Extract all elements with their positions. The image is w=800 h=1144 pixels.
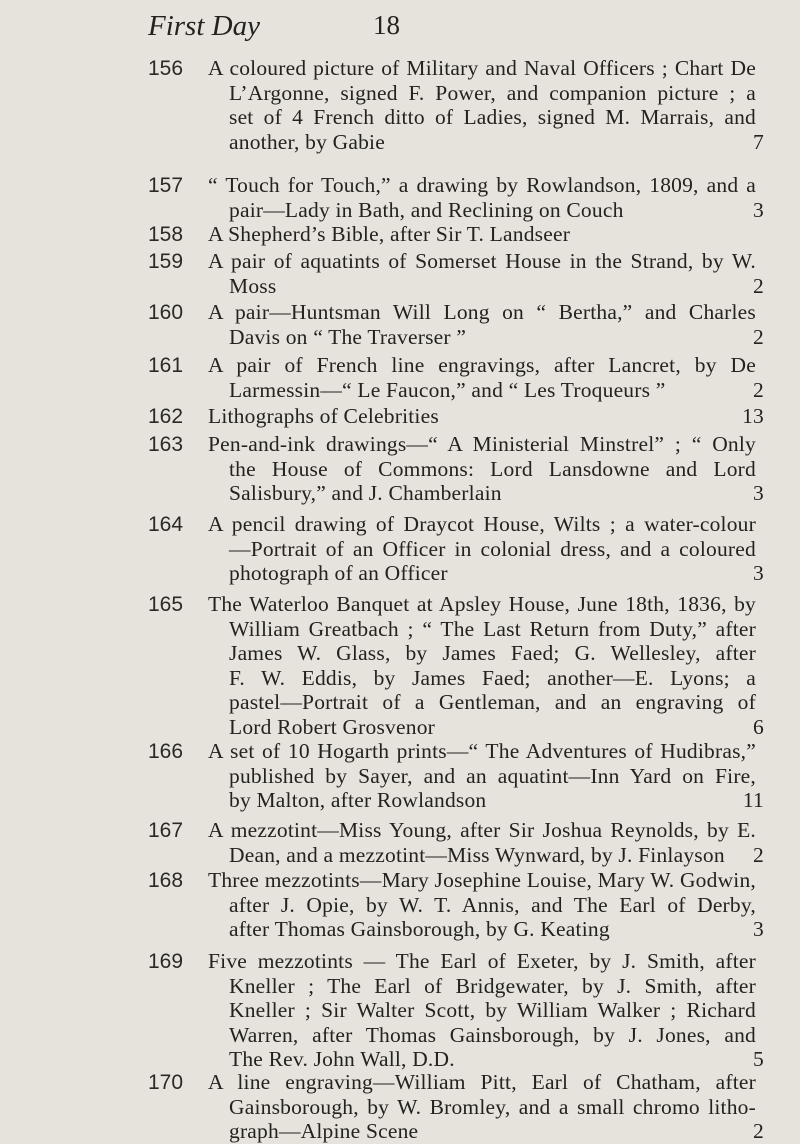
description-line bbox=[208, 512, 756, 537]
description-text: Kneller ; The Earl of Bridgewater, by J. Smith, after bbox=[229, 973, 756, 998]
description-line bbox=[208, 818, 756, 843]
description-text: Moss bbox=[229, 273, 277, 298]
description-line bbox=[208, 1119, 764, 1144]
lot-number: 168 bbox=[148, 869, 184, 892]
description-line bbox=[208, 974, 756, 999]
description-line bbox=[208, 1095, 756, 1120]
description-text: Kneller ; Sir Walter Scott, by William Walker ; Richard bbox=[229, 998, 756, 1022]
lot-number: 164 bbox=[148, 513, 184, 536]
lot-description bbox=[208, 1070, 764, 1144]
lot-quantity: 13 bbox=[742, 404, 764, 428]
description-line bbox=[208, 641, 756, 666]
description-text: A set of 10 Hogarth prints—“ The Adventures of Hudibras,” bbox=[208, 739, 756, 763]
lot-description bbox=[208, 222, 756, 247]
lot-number: 161 bbox=[148, 354, 184, 377]
description-text: The Waterloo Banquet at Apsley House, June 18th, 1836, by bbox=[208, 592, 756, 616]
lot-description bbox=[208, 512, 764, 586]
description-line bbox=[208, 666, 756, 691]
description-text: “ Touch for Touch,” a drawing by Rowlandson, 1809, and a bbox=[208, 173, 756, 197]
description-line bbox=[208, 481, 764, 506]
description-line bbox=[208, 893, 756, 918]
lot-description bbox=[208, 300, 764, 349]
description-line bbox=[208, 1070, 756, 1095]
lot-description bbox=[208, 56, 764, 154]
lot-number: 166 bbox=[148, 740, 184, 763]
description-line bbox=[208, 300, 756, 325]
description-text: Davis on “ The Traverser ” bbox=[229, 324, 467, 349]
description-text: A pair of French line engravings, after Lancret, by De bbox=[208, 353, 756, 377]
lot-description bbox=[208, 173, 764, 222]
description-text: A pair—Huntsman Will Long on “ Bertha,” and Charles bbox=[208, 300, 756, 324]
lot-quantity: 3 bbox=[753, 481, 764, 505]
description-text: The Rev. John Wall, D.D. bbox=[229, 1047, 455, 1071]
description-line bbox=[208, 592, 756, 617]
lot-description bbox=[208, 818, 764, 867]
description-text: Dean, and a mezzotint—Miss Wynward, by J. Finlayson bbox=[229, 842, 725, 867]
description-text: —Portrait of an Officer in colonial dress, and a coloured bbox=[229, 536, 756, 561]
description-text: A pair of aquatints of Somerset House in the Strand, by W. bbox=[208, 249, 756, 273]
lot-number: 158 bbox=[148, 223, 184, 246]
description-text: pair—Lady in Bath, and Reclining on Couch bbox=[229, 197, 624, 222]
description-line bbox=[208, 1047, 764, 1072]
lot-number: 160 bbox=[148, 301, 184, 324]
lot-number: 167 bbox=[148, 819, 184, 842]
description-text: Larmessin—“ Le Faucon,” and “ Les Troqueurs ” bbox=[229, 377, 666, 402]
lot-quantity: 5 bbox=[753, 1047, 764, 1071]
description-line bbox=[208, 197, 764, 223]
description-line bbox=[208, 377, 764, 403]
lot-quantity: 2 bbox=[753, 324, 764, 349]
description-text: Lord Robert Grosvenor bbox=[229, 714, 436, 739]
description-text: L’Argonne, signed F. Power, and companion picture ; a bbox=[229, 80, 756, 105]
page-number: 18 bbox=[373, 10, 400, 40]
description-line bbox=[208, 249, 756, 274]
description-line bbox=[208, 273, 764, 299]
lot-description bbox=[208, 353, 764, 402]
description-text: Salisbury,” and J. Chamberlain bbox=[229, 481, 502, 505]
lot-quantity: 2 bbox=[753, 1119, 764, 1143]
description-text: A line engraving—William Pitt, Earl of Chatham, after bbox=[208, 1070, 756, 1094]
lot-description bbox=[208, 592, 764, 739]
description-text: set of 4 French ditto of Ladies, signed M. Marrais, and bbox=[229, 105, 756, 129]
description-text: James W. Glass, by James Faed; G. Wellesley, after bbox=[229, 641, 756, 665]
description-text: A mezzotint—Miss Young, after Sir Joshua Reynolds, by E. bbox=[208, 818, 756, 842]
lot-number: 159 bbox=[148, 250, 184, 273]
description-text: the House of Commons: Lord Lansdowne and Lord bbox=[229, 456, 756, 481]
description-text: pastel—Portrait of a Gentleman, and an engraving of bbox=[229, 690, 756, 714]
description-text: A pencil drawing of Draycot House, Wilts ; a water-colour bbox=[208, 512, 756, 536]
lot-quantity: 3 bbox=[753, 561, 764, 585]
lot-quantity: 6 bbox=[753, 714, 764, 739]
description-line bbox=[208, 105, 756, 130]
description-text: Three mezzotints—Mary Josephine Louise, Mary W. Godwin, bbox=[208, 868, 756, 892]
description-text: photograph of an Officer bbox=[229, 561, 448, 585]
description-text: William Greatbach ; “ The Last Return from Duty,” after bbox=[229, 616, 756, 641]
lot-number: 170 bbox=[148, 1071, 184, 1094]
description-line bbox=[208, 690, 756, 715]
lot-quantity: 2 bbox=[753, 377, 764, 402]
lot-description bbox=[208, 868, 764, 942]
lot-description bbox=[208, 432, 764, 506]
description-line bbox=[208, 404, 764, 429]
lot-description bbox=[208, 249, 764, 298]
description-line bbox=[208, 457, 756, 482]
description-text: after Thomas Gainsborough, by G. Keating bbox=[229, 917, 610, 941]
description-line bbox=[208, 537, 756, 562]
description-line bbox=[208, 129, 764, 155]
description-text: graph—Alpine Scene bbox=[229, 1119, 419, 1143]
description-text: by Malton, after Rowlandson bbox=[229, 788, 487, 812]
description-text: Gainsborough, by W. Bromley, and a small chromo litho- bbox=[229, 1094, 756, 1119]
description-text: published by Sayer, and an aquatint—Inn Yard on Fire, bbox=[229, 763, 756, 788]
description-text: Lithographs of Celebrities bbox=[208, 404, 439, 428]
lot-quantity: 7 bbox=[753, 129, 764, 154]
description-text: F. W. Eddis, by James Faed; another—E. Lyons; a bbox=[229, 665, 756, 690]
lot-number: 165 bbox=[148, 593, 184, 616]
lot-description bbox=[208, 404, 764, 429]
description-line bbox=[208, 917, 764, 942]
description-text: Five mezzotints — The Earl of Exeter, by J. Smith, after bbox=[208, 949, 756, 973]
description-line bbox=[208, 949, 756, 974]
description-line bbox=[208, 56, 756, 81]
description-line bbox=[208, 1023, 756, 1048]
description-line bbox=[208, 353, 756, 378]
lot-quantity: 11 bbox=[742, 788, 764, 812]
description-line bbox=[208, 324, 764, 350]
lot-number: 169 bbox=[148, 950, 184, 973]
description-line bbox=[208, 998, 756, 1023]
description-line bbox=[208, 173, 756, 198]
description-text: after J. Opie, by W. T. Annis, and The Earl of Derby, bbox=[229, 892, 756, 917]
lot-number: 157 bbox=[148, 174, 184, 197]
description-line bbox=[208, 842, 764, 868]
description-line bbox=[208, 81, 756, 106]
lot-number: 162 bbox=[148, 405, 184, 428]
description-line bbox=[208, 868, 756, 893]
lot-quantity: 3 bbox=[753, 197, 764, 222]
description-line bbox=[208, 561, 764, 586]
lot-quantity: 2 bbox=[753, 273, 764, 298]
lot-description bbox=[208, 949, 764, 1072]
description-line bbox=[208, 617, 756, 642]
description-text: Warren, after Thomas Gainsborough, by J. Jones, and bbox=[229, 1022, 756, 1047]
lot-number: 156 bbox=[148, 57, 184, 80]
day-title: First Day bbox=[148, 10, 260, 42]
description-line bbox=[208, 432, 756, 457]
description-line bbox=[208, 739, 756, 764]
description-line bbox=[208, 788, 764, 813]
lot-number: 163 bbox=[148, 433, 184, 456]
description-text: Pen-and-ink drawings—“ A Ministerial Minstrel” ; “ Only bbox=[208, 432, 756, 456]
lot-quantity: 3 bbox=[753, 917, 764, 941]
lot-description bbox=[208, 739, 764, 813]
description-text: another, by Gabie bbox=[229, 129, 385, 154]
description-line bbox=[208, 714, 764, 740]
description-line bbox=[208, 222, 756, 247]
description-text: A Shepherd’s Bible, after Sir T. Landseer bbox=[208, 222, 571, 246]
page-header bbox=[148, 10, 548, 50]
description-text: A coloured picture of Military and Naval Officers ; Chart De bbox=[208, 56, 756, 80]
lot-quantity: 2 bbox=[753, 842, 764, 867]
description-line bbox=[208, 764, 756, 789]
